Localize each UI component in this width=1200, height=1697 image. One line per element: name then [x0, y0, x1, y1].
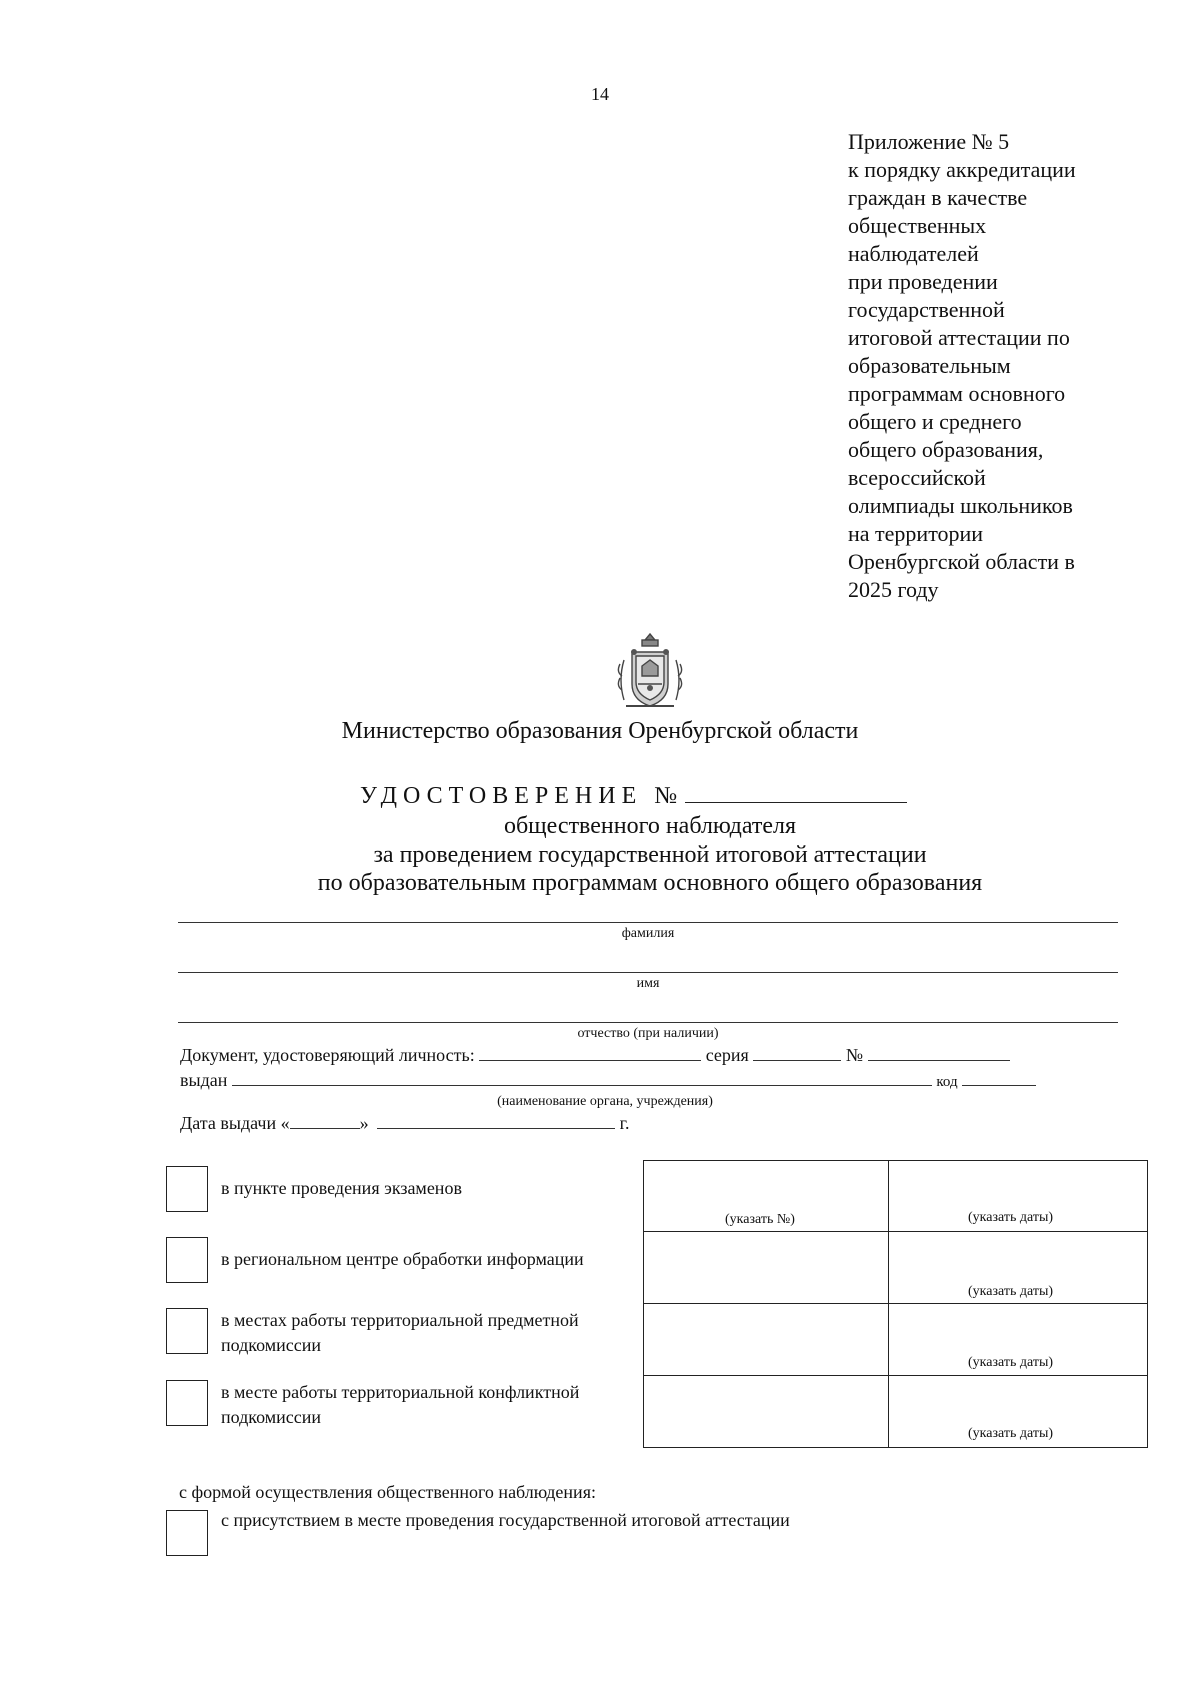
option-label	[221, 1380, 579, 1430]
page-number: 14	[591, 84, 609, 104]
appendix-line: государственной	[848, 297, 1005, 322]
option-checkbox[interactable]	[166, 1380, 208, 1426]
form-option-label: с присутствием в месте проведения государственной итоговой аттестации	[221, 1510, 790, 1530]
name-caption: имя	[636, 976, 660, 991]
appendix-line: общественных	[848, 213, 987, 238]
appendix-line: общего образования,	[848, 437, 1044, 462]
option-label-line: подкомиссии	[221, 1335, 322, 1355]
certificate-subtitle-line: за проведением государственной итоговой аттестации	[373, 842, 927, 868]
appendix-line: граждан в качестве	[848, 185, 1028, 210]
table-cell-note: (указать №)	[725, 1212, 795, 1227]
option-label	[221, 1308, 579, 1358]
series-label: серия	[705, 1045, 749, 1065]
issue-month-year-field[interactable]	[377, 1112, 615, 1129]
table-divider	[888, 1160, 889, 1448]
option-label-line: в месте работы территориальной конфликтной	[221, 1382, 580, 1402]
issue-date-label: Дата выдачи «	[180, 1113, 290, 1133]
certificate-subtitle-line: общественного наблюдателя	[503, 813, 797, 839]
issued-row	[180, 1069, 1036, 1091]
appendix-line: итоговой аттестации по	[848, 325, 1070, 350]
coat-of-arms-icon	[612, 630, 688, 712]
appendix-line: образовательным	[848, 353, 1011, 378]
ministry-name: Министерство образования Оренбургской области	[341, 718, 859, 744]
form-section-label: с формой осуществления общественного наблюдения:	[179, 1482, 596, 1502]
issue-date-close: »	[359, 1113, 369, 1133]
certificate-number-field[interactable]	[685, 780, 907, 803]
option-label	[221, 1176, 462, 1201]
name-field[interactable]	[178, 972, 1118, 973]
issued-label: выдан	[180, 1070, 228, 1090]
option-checkbox[interactable]	[166, 1308, 208, 1354]
appendix-line: 2025 году	[848, 577, 939, 602]
document-type-field[interactable]	[479, 1044, 701, 1061]
issuer-field[interactable]	[232, 1069, 932, 1086]
table-cell-note: (указать даты)	[968, 1284, 1054, 1299]
table-cell-note: (указать даты)	[968, 1210, 1054, 1225]
appendix-line: Приложение № 5	[848, 129, 1010, 154]
certificate-title	[360, 780, 907, 810]
patronymic-caption: отчество (при наличии)	[577, 1026, 719, 1041]
appendix-line: всероссийской	[848, 465, 986, 490]
option-label-line: подкомиссии	[221, 1407, 322, 1427]
issue-date-row	[180, 1112, 629, 1134]
table-cell-note: (указать даты)	[968, 1355, 1054, 1370]
certificate-title-text: УДОСТОВЕРЕНИЕ №	[360, 783, 684, 809]
appendix-line: олимпиады школьников	[848, 493, 1073, 518]
option-label-line: в местах работы территориальной предметной	[221, 1310, 579, 1330]
code-field[interactable]	[962, 1069, 1036, 1086]
appendix-line: общего и среднего	[848, 409, 1022, 434]
option-checkbox[interactable]	[166, 1237, 208, 1283]
details-table	[643, 1160, 1148, 1448]
option-label	[221, 1247, 584, 1272]
code-label: код	[936, 1074, 958, 1090]
document-number-field[interactable]	[868, 1044, 1010, 1061]
series-field[interactable]	[753, 1044, 841, 1061]
option-label-line: в пункте проведения экзаменов	[221, 1178, 462, 1198]
issuer-caption: (наименование органа, учреждения)	[497, 1094, 713, 1109]
surname-caption: фамилия	[621, 926, 675, 941]
table-divider	[643, 1375, 1148, 1376]
appendix-line: на территории	[848, 521, 984, 546]
year-suffix: г.	[619, 1113, 630, 1133]
option-label-line: в региональном центре обработки информации	[221, 1249, 584, 1269]
form-option-checkbox[interactable]	[166, 1510, 208, 1556]
table-cell-note: (указать даты)	[968, 1426, 1054, 1441]
table-divider	[643, 1231, 1148, 1232]
document-label: Документ, удостоверяющий личность:	[180, 1045, 475, 1065]
patronymic-field[interactable]	[178, 1022, 1118, 1023]
appendix-line: к порядку аккредитации	[848, 157, 1076, 182]
appendix-line: наблюдателей	[848, 241, 979, 266]
number-label: №	[845, 1045, 864, 1065]
appendix-line: программам основного	[848, 381, 1066, 406]
appendix-note	[848, 128, 1076, 604]
surname-field[interactable]	[178, 922, 1118, 923]
document-row	[180, 1044, 1010, 1066]
certificate-subtitle-line: по образовательным программам основного общего образования	[317, 870, 983, 896]
table-divider	[643, 1303, 1148, 1304]
appendix-line: Оренбургской области в	[848, 549, 1075, 574]
appendix-line: при проведении	[848, 269, 998, 294]
issue-day-field[interactable]	[290, 1112, 360, 1129]
option-checkbox[interactable]	[166, 1166, 208, 1212]
